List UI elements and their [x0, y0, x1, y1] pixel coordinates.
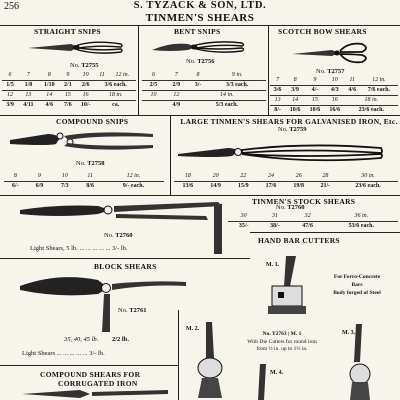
price-cell: 3/-: [188, 81, 209, 91]
fig-m1: M. 1.: [266, 262, 280, 268]
bent-snips-illustration: [150, 38, 250, 58]
divider-row3: [0, 258, 250, 259]
price-cell: 4/3: [325, 86, 345, 96]
size-cell: 18: [184, 173, 191, 179]
size-cell: 12: [173, 92, 180, 98]
size-cell: 11: [349, 77, 356, 83]
price-cell: 9/- each.: [103, 182, 164, 192]
size-cell: 22: [240, 173, 247, 179]
compound-snips-title: COMPOUND SNIPS: [56, 117, 129, 126]
large-shears-price-table: [174, 172, 398, 191]
price-cell: 38/-: [259, 222, 290, 232]
price-cell: 3/6 each.: [95, 81, 136, 91]
price-cell: 1/10: [39, 81, 60, 91]
size-cell: 16: [82, 92, 89, 98]
compound-snips-number: No. T2758: [76, 160, 105, 167]
price-cell: 4/-: [305, 86, 325, 96]
divider-right: [250, 232, 400, 233]
size-cell: 11: [87, 173, 93, 179]
scotch-bow-shears-title: SCOTCH BOW SHEARS: [278, 27, 367, 36]
price-cell: 2/5: [142, 81, 165, 91]
size-cell: 8: [196, 72, 200, 78]
page-number: 256: [4, 1, 19, 12]
bar-cutter-m1-illustration: [256, 252, 316, 326]
stock-shears-light-note: Light Shears, 5 lb. ... ... ... ... ... 3/- lb.: [30, 245, 128, 252]
bar-cutters-caption-code: No. T2763 | M. 1: [262, 331, 302, 337]
size-cell: 14: [46, 92, 53, 98]
size-cell: 12 in.: [115, 72, 130, 78]
price-cell: 8/-: [270, 106, 285, 116]
price-cell: 21/-: [313, 182, 339, 192]
price-cell: 8/6: [77, 182, 102, 192]
size-cell: 13: [25, 92, 32, 98]
size-cell: 10: [61, 173, 68, 179]
price-cell: 4/11: [18, 101, 39, 111]
bar-cutter-m4-illustration: [252, 362, 272, 400]
compound-snips-illustration: [8, 126, 158, 158]
size-cell: 9: [313, 77, 317, 83]
divider-v3: [170, 115, 171, 195]
size-cell: 24: [268, 173, 275, 179]
size-cell: 32: [304, 213, 311, 219]
size-cell: 9: [37, 173, 41, 179]
size-cell: 14 in.: [220, 92, 234, 98]
price-cell: 10/6: [285, 106, 305, 116]
block-shears-illustration: [18, 268, 188, 334]
price-cell: 6/-: [4, 182, 27, 192]
straight-snips-price-table: [2, 71, 136, 110]
size-cell: 8: [293, 77, 297, 83]
price-cell: 23/6 each.: [338, 182, 398, 192]
straight-snips-illustration: [26, 38, 126, 58]
divider-row4: [0, 365, 178, 366]
size-cell: 31: [271, 213, 278, 219]
size-cell: 7: [276, 77, 280, 83]
size-cell: 20: [212, 173, 219, 179]
size-cell: 11: [99, 72, 105, 78]
price-cell: 35/-: [228, 222, 259, 232]
price-cell: 17/6: [257, 182, 285, 192]
price-cell: 4/6: [345, 86, 360, 96]
bar-cutters-title: HAND BAR CUTTERS: [258, 236, 340, 245]
price-cell: 6/9: [27, 182, 52, 192]
divider-row1: [0, 115, 400, 116]
bar-cutter-m2-illustration: [192, 318, 232, 400]
bar-cutter-m3-illustration: [340, 322, 380, 400]
corrugated-shears-title-2: CORRUGATED IRON: [58, 379, 138, 388]
large-shears-number: No. T2759: [278, 126, 307, 133]
bar-cutters-desc-3: Body forged of Steel: [333, 290, 381, 296]
stock-shears-number: No. T2760: [104, 232, 133, 239]
size-cell: 12 in.: [126, 173, 141, 179]
price-cell: 13/6: [174, 182, 202, 192]
bar-cutters-desc-2: Bars: [351, 282, 363, 288]
size-cell: 15: [311, 97, 318, 103]
price-cell: 1/8: [18, 81, 39, 91]
size-cell: 10: [150, 92, 157, 98]
size-cell: 9: [66, 72, 70, 78]
corrugated-shears-title-1: COMPOUND SHEARS FOR: [40, 370, 141, 379]
size-cell: 6: [151, 72, 155, 78]
fig-m4: M. 4.: [270, 370, 284, 376]
price-cell: 10/6: [305, 106, 325, 116]
price-cell: 7/6: [60, 101, 76, 111]
size-cell: 16: [331, 97, 338, 103]
size-cell: 6: [8, 72, 12, 78]
bent-snips-number: No. T2756: [186, 58, 215, 65]
size-cell: 8: [13, 173, 17, 179]
size-cell: 18 in.: [108, 92, 123, 98]
price-cell: 2/9: [165, 81, 188, 91]
fig-m2: M. 2.: [186, 326, 200, 332]
size-cell: 13: [274, 97, 281, 103]
corrugated-shears-illustration: [20, 388, 170, 400]
bent-snips-price-table: [142, 71, 266, 110]
size-cell: 30 in.: [361, 173, 375, 179]
large-shears-illustration: [176, 138, 386, 168]
price-cell: 14/9: [202, 182, 230, 192]
price-cell: 3/9: [285, 86, 305, 96]
price-cell: 47/6: [291, 222, 325, 232]
bar-cutters-caption-1: With Die Cutters for round iron: [247, 339, 317, 345]
size-cell: 15: [64, 92, 71, 98]
block-shears-light-note: Light Shears ... ... ... ... ... 3/- lb.: [22, 350, 105, 357]
price-cell: 19/8: [285, 182, 313, 192]
straight-snips-title: STRAIGHT SNIPS: [34, 27, 101, 36]
price-cell: 4/9: [165, 101, 188, 111]
scotch-bow-shears-number: No. T2757: [316, 68, 345, 75]
size-cell: 9 in.: [231, 72, 243, 78]
fig-m3: M. 3.: [342, 330, 356, 336]
large-shears-title: LARGE TINMEN'S SHEARS FOR GALVANISED IRON, Etc.: [180, 117, 398, 126]
size-cell: 26: [295, 173, 302, 179]
scotch-bow-shears-price-table: [270, 76, 398, 115]
price-cell: 3/3 each.: [208, 81, 266, 91]
size-cell: 7: [174, 72, 178, 78]
price-cell: 2/1: [60, 81, 76, 91]
price-cell: 3/6: [270, 86, 285, 96]
size-cell: 8: [47, 72, 51, 78]
straight-snips-number: No. T2755: [70, 62, 99, 69]
size-cell: 18 in.: [364, 97, 379, 103]
price-cell: 7/6 each.: [360, 86, 398, 96]
size-cell: 28: [322, 173, 329, 179]
block-shears-price: 2/2 lb.: [112, 336, 129, 343]
price-cell: 3/9: [2, 101, 18, 111]
bent-snips-title: BENT SNIPS: [174, 27, 221, 36]
stock-shears-right-number: No. T2760: [276, 204, 305, 211]
company-name: S. TYZACK & SON, LTD.: [133, 0, 267, 11]
price-cell: 23/6 each.: [345, 106, 398, 116]
price-cell: 1/5: [2, 81, 18, 91]
bar-cutters-caption-2: from ½ in. up to 1½ in.: [256, 346, 308, 352]
price-cell: 16/6: [325, 106, 345, 116]
price-cell: 53/6 each.: [325, 222, 398, 232]
bar-cutters-desc-1: For Ferro-Concrete: [333, 274, 381, 280]
size-cell: 36 in.: [354, 213, 369, 219]
size-cell: 7: [26, 72, 30, 78]
block-shears-number: No. T2761: [118, 307, 147, 314]
price-cell: 7/3: [52, 182, 77, 192]
price-cell: 5/3 each.: [188, 101, 266, 111]
size-cell: 10: [82, 72, 89, 78]
stock-shears-price-table: [228, 212, 398, 231]
price-cell: ca.: [95, 101, 136, 111]
price-cell: 4/6: [39, 101, 60, 111]
size-cell: 12: [7, 92, 14, 98]
divider-v2: [268, 26, 269, 115]
scotch-bow-shears-illustration: [290, 38, 390, 66]
size-cell: 10: [331, 77, 338, 83]
stock-shears-title: TINMEN'S STOCK SHEARS: [252, 197, 356, 206]
size-cell: 14: [292, 97, 299, 103]
size-cell: 30: [240, 213, 247, 219]
page-title: TINMEN'S SHEARS: [145, 12, 255, 24]
block-shears-sizes: 35, 40, 45 lb.: [64, 336, 99, 343]
price-cell: 15/9: [229, 182, 257, 192]
size-cell: 12 in.: [372, 77, 386, 83]
compound-snips-price-table: [4, 172, 164, 191]
block-shears-title: BLOCK SHEARS: [94, 262, 157, 271]
price-cell: 10/-: [76, 101, 95, 111]
divider-top: [0, 25, 400, 26]
divider-v1: [138, 26, 139, 115]
price-cell: 2/6: [76, 81, 95, 91]
